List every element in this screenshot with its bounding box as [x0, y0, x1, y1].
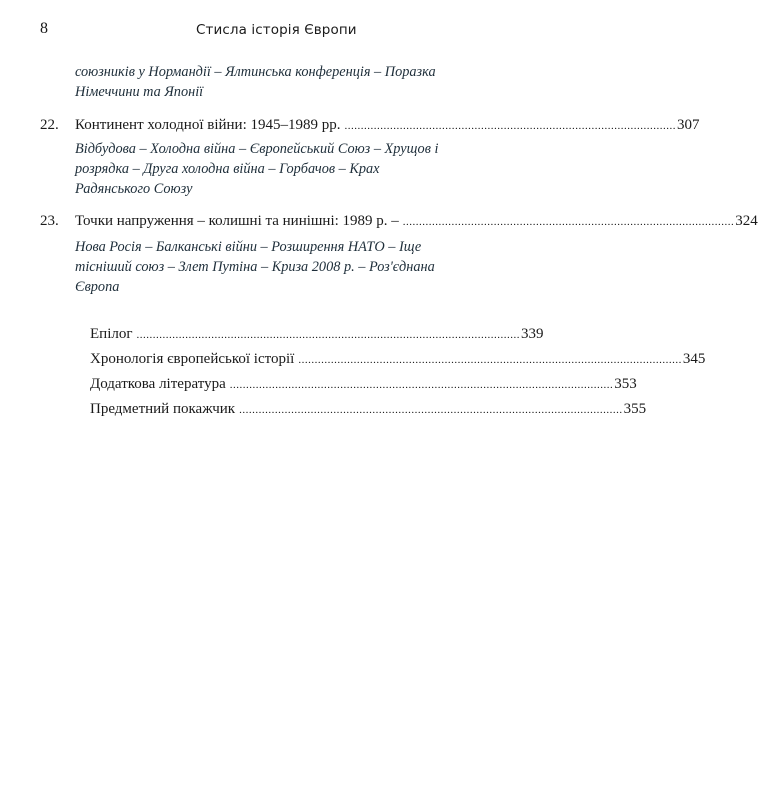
toc-line-epilogue[interactable]	[90, 326, 544, 343]
continued-topics: союзників у Нормандії – Ялтинська конференція – Поразка Німеччини та Японії	[75, 64, 436, 100]
page-ref: 355	[623, 401, 647, 417]
chapter-number: 23.	[40, 213, 59, 229]
toc-line-chronology[interactable]	[90, 351, 706, 368]
page-ref: 324	[735, 213, 758, 229]
page-ref: 339	[521, 326, 544, 342]
chapter-topics: Відбудова – Холодна війна – Європейський Союз – Хрущов і розрядка – Друга холодна війна – Горбачов – Крах Радянського Союзу	[75, 141, 439, 197]
dot-leader: ......................................................................................................	[402, 216, 735, 228]
page-ref: 345	[682, 351, 706, 367]
chapter-title: Точки напруження – колишні та нинішні: 1989 р. –	[75, 213, 399, 229]
dot-leader: ......................................................................................................................	[229, 379, 614, 391]
toc-line[interactable]	[75, 213, 758, 230]
toc-line-further-reading[interactable]	[90, 376, 637, 393]
page-ref: 353	[614, 376, 637, 392]
back-matter-title: Епілог	[90, 326, 133, 342]
back-matter-title: Предметний покажчик	[90, 401, 236, 417]
dot-leader: ......................................................................................................................	[239, 404, 623, 416]
chapter-title: Континент холодної війни: 1945–1989 рр.	[75, 117, 341, 133]
dot-leader: ......................................................................................................................	[298, 354, 682, 366]
dot-leader: ......................................................................................................	[344, 120, 676, 132]
running-title: Стисла історія Європи	[196, 22, 357, 38]
toc-line-subject-index[interactable]	[90, 401, 647, 418]
dot-leader: ......................................................................................................................	[136, 329, 520, 341]
chapter-number: 22.	[40, 117, 59, 133]
back-matter-title: Хронологія європейської історії	[90, 351, 295, 367]
toc-line[interactable]	[75, 117, 700, 134]
back-matter-title: Додаткова література	[90, 376, 226, 392]
page-ref: 307	[677, 117, 700, 133]
chapter-topics: Нова Росія – Балканські війни – Розширення НАТО – Іще тісніший союз – Злет Путіна – Криза 2008 р. – Роз'єднана Європа	[75, 239, 435, 295]
page-number: 8	[40, 20, 48, 37]
